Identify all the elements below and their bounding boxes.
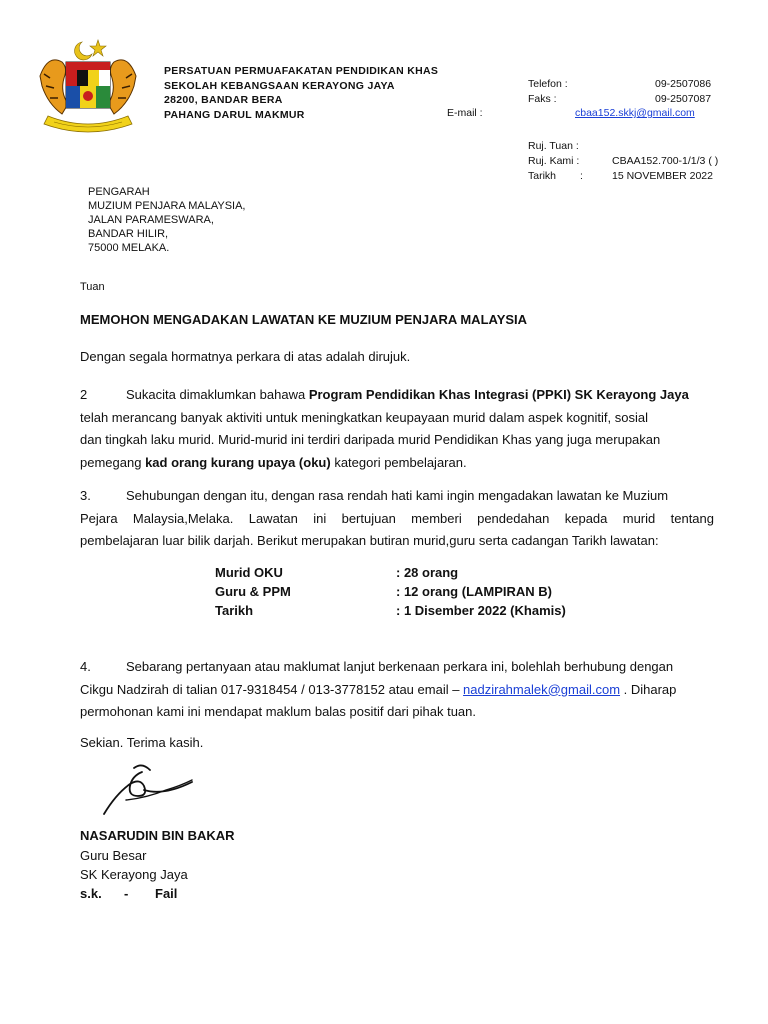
- sk-label: s.k.: [80, 886, 102, 901]
- paragraph-2-lead: Sukacita dimaklumkan bahawa: [126, 387, 309, 402]
- ppki-program-name: Program Pendidikan Khas Integrasi (PPKI) SK Kerayong Jaya: [308, 387, 689, 402]
- telefon-label: Telefon :: [528, 78, 568, 90]
- detail-value-murid: : 28 orang: [396, 565, 459, 580]
- paragraph-2: [80, 384, 714, 474]
- paragraph-4-line-3: permohonan kami ini mendapat maklum balas positif dari pihak tuan.: [80, 704, 476, 719]
- detail-label-murid: Murid OKU: [215, 565, 283, 580]
- salutation: Tuan: [80, 281, 105, 293]
- ruj-kami-label: Ruj. Kami :: [528, 155, 580, 167]
- detail-value-guru: : 12 orang (LAMPIRAN B): [396, 584, 552, 599]
- paragraph-3-number: 3.: [80, 488, 91, 503]
- recipient-line-3: JALAN PARAMESWARA,: [88, 214, 214, 226]
- signature-image: [100, 760, 200, 820]
- paragraph-4-line-1: Sebarang pertanyaan atau maklumat lanjut berkenaan perkara ini, bolehlah berhubung dengan: [126, 659, 674, 674]
- org-line-4: PAHANG DARUL MAKMUR: [164, 108, 305, 121]
- faks-label: Faks :: [528, 93, 557, 105]
- sk-value: Fail: [155, 886, 178, 901]
- paragraph-3: [80, 485, 714, 553]
- detail-label-tarikh: Tarikh: [215, 603, 254, 618]
- paragraph-2-line-4b: kategori pembelajaran.: [330, 454, 467, 470]
- sk-dash: -: [124, 886, 129, 901]
- ruj-kami-value: CBAA152.700-1/1/3 ( ): [612, 155, 719, 167]
- paragraph-4-number: 4.: [80, 659, 91, 674]
- email-label: E-mail :: [447, 107, 483, 119]
- signer-name: NASARUDIN BIN BAKAR: [80, 828, 235, 843]
- letter-subject: MEMOHON MENGADAKAN LAWATAN KE MUZIUM PENJARA MALAYSIA: [80, 312, 528, 327]
- paragraph-4-line-2b: . Diharap: [620, 681, 677, 697]
- header-email-link[interactable]: cbaa152.skkj@gmail.com: [575, 107, 695, 119]
- recipient-line-1: PENGARAH: [88, 186, 150, 198]
- tarikh-colon: :: [580, 170, 583, 182]
- tarikh-value: 15 NOVEMBER 2022: [612, 170, 713, 182]
- contact-email-link[interactable]: nadzirahmalek@gmail.com: [463, 681, 621, 697]
- paragraph-3-line-2: Pejara Malaysia,Melaka. Lawatan ini bertujuan memberi pendedahan kepada murid tentang: [80, 510, 714, 526]
- signer-title: Guru Besar: [80, 848, 147, 863]
- paragraph-4: [80, 656, 714, 724]
- recipient-line-2: MUZIUM PENJARA MALAYSIA,: [88, 200, 246, 212]
- coat-of-arms-logo: [34, 36, 142, 134]
- recipient-line-5: 75000 MELAKA.: [88, 242, 170, 254]
- intro-paragraph: Dengan segala hormatnya perkara di atas adalah dirujuk.: [80, 349, 411, 364]
- paragraph-3-line-3: pembelajaran luar bilik darjah. Berikut merupakan butiran murid,guru serta cadangan Tarikh lawatan:: [80, 533, 659, 548]
- closing-remark: Sekian. Terima kasih.: [80, 735, 204, 750]
- recipient-line-4: BANDAR HILIR,: [88, 228, 169, 240]
- paragraph-2-line-2: telah merancang banyak aktiviti untuk meningkatkan keupayaan murid dalam aspek kognitif, sosial: [80, 409, 648, 425]
- paragraph-2-number: 2: [80, 387, 88, 402]
- paragraph-3-line-1: Sehubungan dengan itu, dengan rasa rendah hati kami ingin mengadakan lawatan ke Muzium: [126, 488, 669, 503]
- org-line-1: PERSATUAN PERMUAFAKATAN PENDIDIKAN KHAS: [164, 65, 439, 77]
- org-line-2: SEKOLAH KEBANGSAAN KERAYONG JAYA: [164, 79, 395, 92]
- paragraph-2-line-4a: pemegang: [80, 454, 146, 470]
- org-line-3: 28200, BANDAR BERA: [164, 94, 283, 106]
- paragraph-2-line-3: dan tingkah laku murid. Murid-murid ini terdiri daripada murid Pendidikan Khas yang juga merupakan: [80, 432, 661, 447]
- paragraph-4-line-2a: Cikgu Nadzirah di talian 017-9318454 / 013-3778152 atau email –: [80, 681, 464, 697]
- detail-label-guru: Guru & PPM: [215, 584, 291, 599]
- oku-card-text: kad orang kurang upaya (oku): [145, 454, 331, 470]
- recipient-address: [88, 185, 246, 255]
- ruj-tuan-label: Ruj. Tuan :: [528, 140, 579, 152]
- organisation-header: [164, 64, 438, 122]
- telefon-value: 09-2507086: [655, 78, 712, 90]
- faks-value: 09-2507087: [655, 93, 712, 105]
- tarikh-label: Tarikh: [528, 170, 557, 182]
- detail-value-tarikh: : 1 Disember 2022 (Khamis): [396, 603, 566, 618]
- signer-school: SK Kerayong Jaya: [80, 867, 188, 882]
